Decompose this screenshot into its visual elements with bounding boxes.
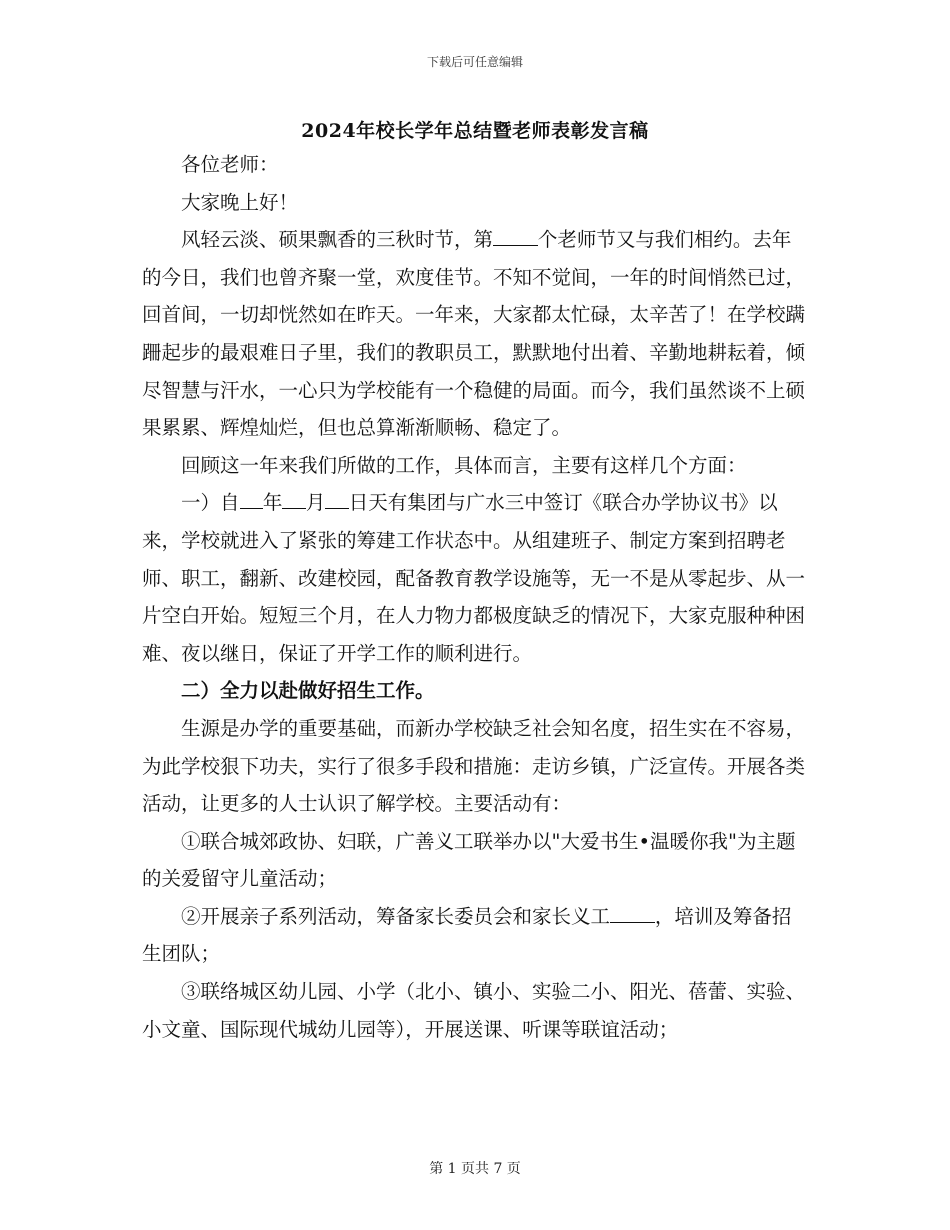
fill-in-blank [493,225,538,246]
list-item [142,898,810,973]
fill-in-blank [282,488,305,509]
paragraph-intro [142,221,810,447]
greeting-line: 大家晚上好！ [181,190,299,214]
text-run: 风轻云淡、硕果飘香的三秋时节，第 [181,228,494,252]
greeting-line: 各位老师： [181,153,279,176]
fill-in-blank [610,901,655,922]
fill-in-blank [240,488,263,509]
text-run: 一）自 [181,491,240,515]
paragraph-section-one [142,484,810,672]
document-body [142,146,810,1048]
text-run: ②开展亲子系列活动，筹备家长委员会和家长义工 [181,904,611,928]
text-run: 月 [305,491,326,515]
text-run: ，培训及筹备招生团队； [142,904,792,966]
text-run: 个老师节又与我们相约。去年的今日，我们也曾齐聚一堂，欢度佳节。不知不觉间，一年的时间悄然已过，回首间，一切却恍然如在昨天。一年来，大家都太忙碌，太辛苦了！在学校蹒跚起步的最艰难日子里，我们的教职员工，默默地付出着、辛勤地耕耘着，倾尽智慧与汗水，一心只为学校能有一个稳健的局面。而今，我们虽然谈不上硕果累累、辉煌灿烂，但也总算渐渐顺畅、稳定了。 [142,228,806,440]
text-run: 年 [262,491,283,515]
section-heading: 二）全力以赴做好招生工作。 [181,679,435,703]
page-header-note: 下载后可任意编辑 [426,55,523,69]
list-item: ①联合城郊政协、妇联，广善义工联举办以"大爱书生•温暖你我"为主题的关爱留守儿童活动； [142,829,796,891]
fill-in-blank [325,488,348,509]
page-footer-number: 第 1 页共 7 页 [429,1161,521,1177]
text-run: 日天有集团与广水三中签订《联合办学协议书》以来，学校就进入了紧张的筹建工作状态中。从组建班子、制定方案到招聘老师、职工，翻新、改建校园，配备教育教学设施等，无一不是从零起步、从一片空白开始。短短三个月，在人力物力都极度缺乏的情况下，大家克服种种困难、夜以继日，保证了开学工作的顺利进行。 [142,491,806,665]
document-title: 2024年校长学年总结暨老师表彰发言稿 [301,120,649,142]
paragraph-review: 回顾这一年来我们所做的工作，具体而言，主要有这样几个方面： [181,453,747,477]
list-item: ③联络城区幼儿园、小学（北小、镇小、实验二小、阳光、蓓蕾、实验、小文童、国际现代城幼儿园等），开展送课、听课等联谊活动； [142,980,806,1041]
paragraph-enrollment: 生源是办学的重要基础，而新办学校缺乏社会知名度，招生实在不容易，为此学校狠下功夫，实行了很多手段和措施：走访乡镇，广泛宣传。开展各类活动，让更多的人士认识了解学校。主要活动有： [142,716,806,816]
